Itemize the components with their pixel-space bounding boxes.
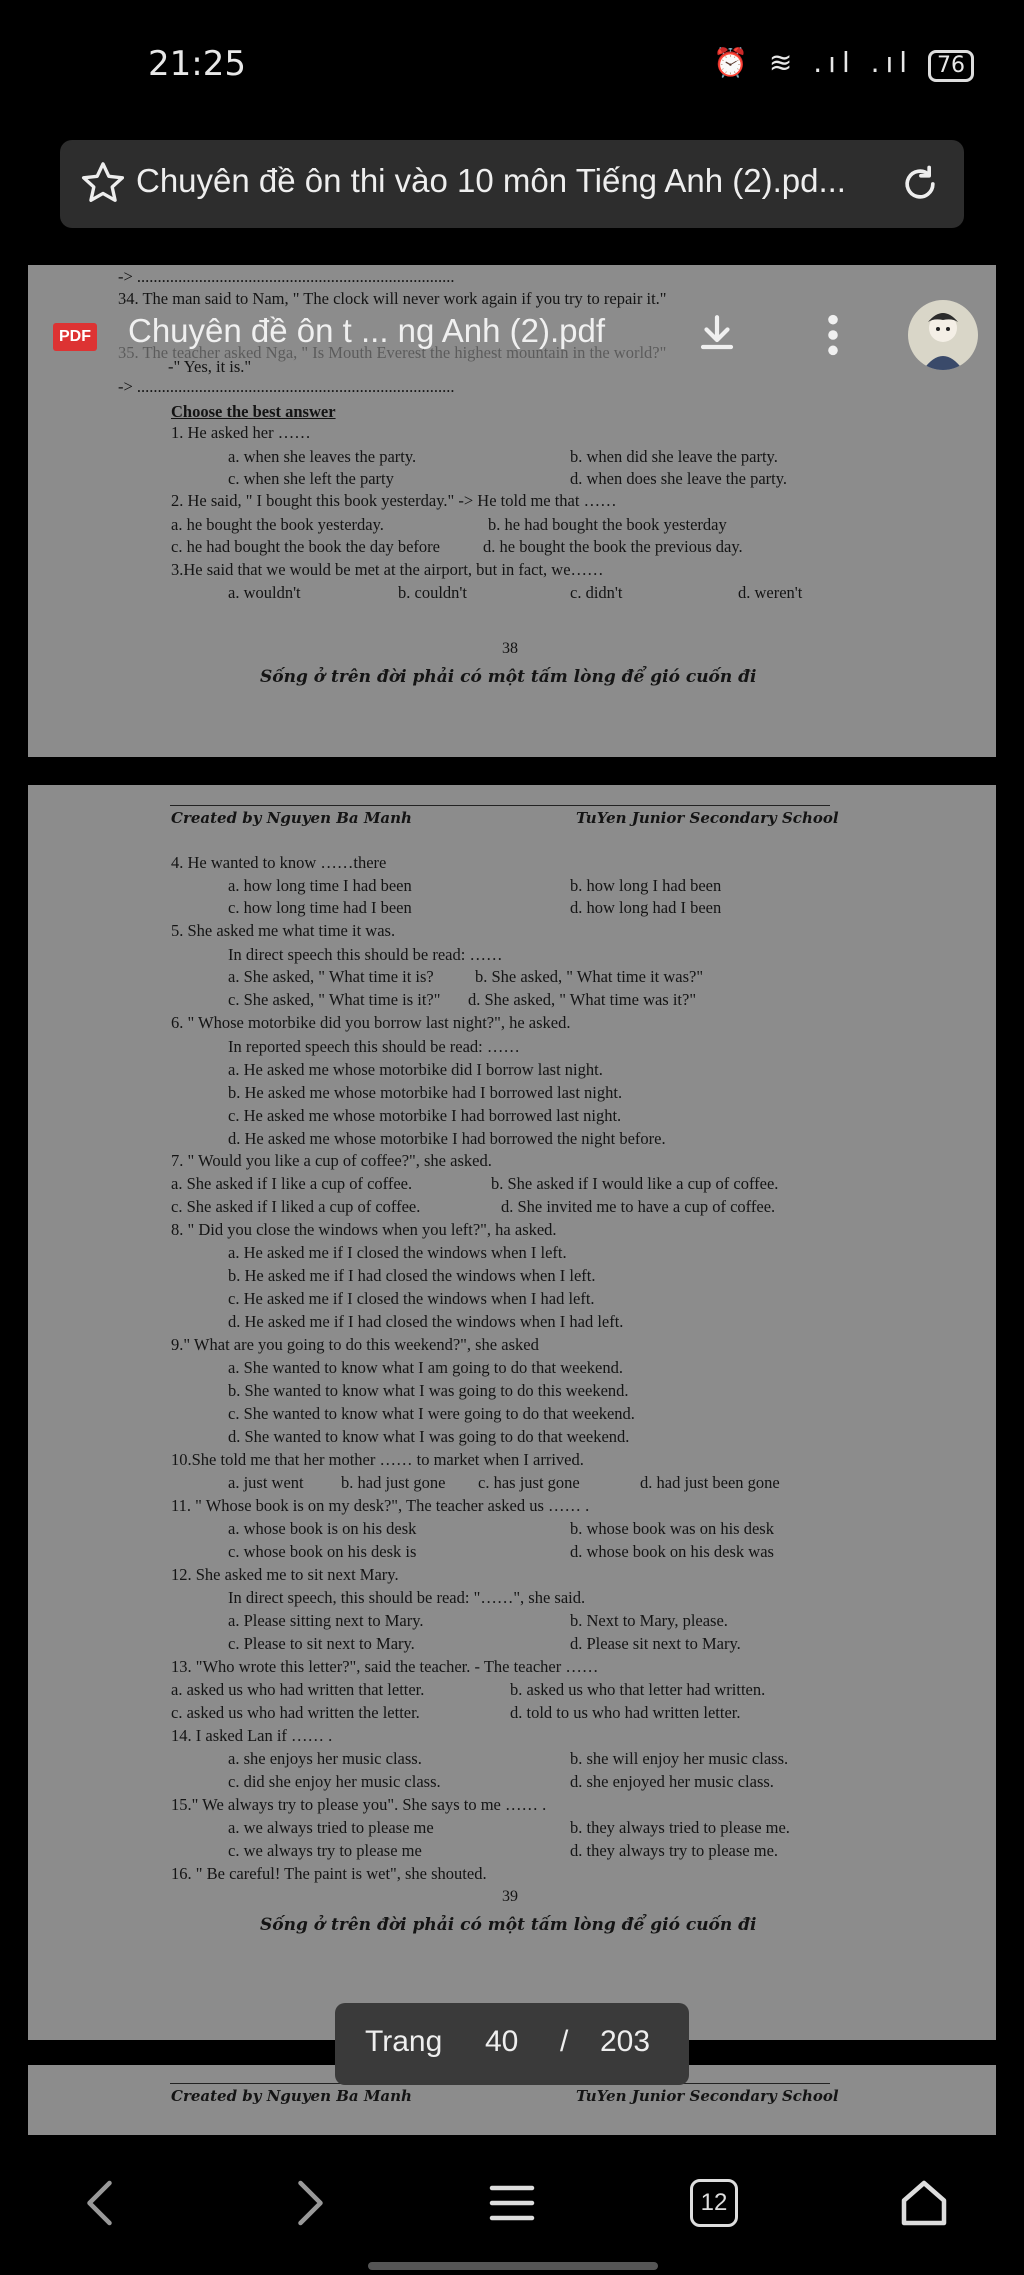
text-line: b. when did she leave the party. <box>570 447 778 466</box>
text-line: d. when does she leave the party. <box>570 469 788 488</box>
home-icon[interactable] <box>894 2173 954 2233</box>
header-rule <box>170 805 830 806</box>
download-icon[interactable] <box>696 312 738 354</box>
text-line: c. did she enjoy her music class. <box>228 1772 441 1791</box>
text-line: 12. She asked me to sit next Mary. <box>171 1565 399 1584</box>
text-line: a. She asked, " What time it is? <box>228 967 434 986</box>
text-line: d. how long had I been <box>570 898 722 917</box>
text-line: c. when she left the party <box>228 469 394 488</box>
page-header-right: TuYen Junior Secondary School <box>576 809 839 827</box>
status-bar <box>0 0 1024 130</box>
text-line: c. She asked if I liked a cup of coffee. <box>171 1197 421 1216</box>
text-line: d. whose book on his desk was <box>570 1542 774 1561</box>
text-line: In direct speech this should be read: …… <box>228 945 503 964</box>
text-line: In direct speech, this should be read: "……", she said. <box>228 1588 586 1607</box>
text-line: a. she enjoys her music class. <box>228 1749 422 1768</box>
text-line: c. She wanted to know what I were going to do that weekend. <box>228 1404 635 1423</box>
text-line: 2. He said, " I bought this book yesterday." -> He told me that …… <box>171 491 617 510</box>
text-line: d. had just been gone <box>640 1473 780 1492</box>
text-line: c. how long time had I been <box>228 898 412 917</box>
reload-icon[interactable] <box>898 162 942 206</box>
text-line: b. She asked, " What time it was?" <box>475 967 704 986</box>
text-line: b. had just gone <box>341 1473 446 1492</box>
text-line: 11. " Whose book is on my desk?", The teacher asked us …… . <box>171 1496 590 1515</box>
text-line: b. they always tried to please me. <box>570 1818 790 1837</box>
text-line: 8. " Did you close the windows when you left?", ha asked. <box>171 1220 557 1239</box>
text-line: 7. " Would you like a cup of coffee?", she asked. <box>171 1151 492 1170</box>
text-line: d. they always try to please me. <box>570 1841 779 1860</box>
text-line: b. Next to Mary, please. <box>570 1611 728 1630</box>
text-line: d. told to us who had written letter. <box>510 1703 741 1722</box>
text-line: a. whose book is on his desk <box>228 1519 417 1538</box>
current-page: 40 <box>485 2025 519 2058</box>
text-line: -> ............................................................................. <box>118 267 455 286</box>
status-icons <box>713 46 974 82</box>
pdf-page-39 <box>28 785 996 2135</box>
text-line: 1. He asked her …… <box>171 423 311 442</box>
text-line: c. She asked, " What time is it?" <box>228 990 441 1009</box>
more-options-icon[interactable] <box>823 312 843 358</box>
page-indicator <box>335 2003 689 2085</box>
text-line: b. whose book was on his desk <box>570 1519 774 1538</box>
page-header-left: Created by Nguyen Ba Manh <box>171 2087 412 2105</box>
star-icon[interactable] <box>78 158 128 208</box>
text-line: d. he bought the book the previous day. <box>483 537 743 556</box>
back-icon[interactable] <box>72 2173 132 2233</box>
browser-nav-bar <box>0 2135 1024 2275</box>
battery-icon: 76 <box>928 50 974 82</box>
gesture-bar[interactable] <box>368 2262 658 2270</box>
text-line: d. she enjoyed her music class. <box>570 1772 774 1791</box>
page-motto: Sống ở trên đời phải có một tấm lòng để gió cuốn đi <box>260 1915 757 1935</box>
text-line: d. He asked me if I had closed the windows when I had left. <box>228 1312 624 1331</box>
page-motto: Sống ở trên đời phải có một tấm lòng để gió cuốn đi <box>260 667 757 687</box>
text-line: 35. The teacher asked Nga, " Is Mouth Everest the highest mountain in the world?" <box>118 343 667 362</box>
page-separator: / <box>560 2025 569 2058</box>
page-header-left: Created by Nguyen Ba Manh <box>171 809 412 827</box>
text-line: c. he had bought the book the day before <box>171 537 440 556</box>
url-bar[interactable] <box>60 140 964 228</box>
text-line: c. whose book on his desk is <box>228 1542 417 1561</box>
text-line: b. She asked if I would like a cup of coffee. <box>491 1174 779 1193</box>
section-heading: Choose the best answer <box>171 402 336 421</box>
text-line: a. when she leaves the party. <box>228 447 417 466</box>
text-line: d. She wanted to know what I was going to do that weekend. <box>228 1427 630 1446</box>
pdf-filename: Chuyên đề ôn t ... ng Anh (2).pdf <box>128 312 605 349</box>
pdf-viewer-toolbar <box>28 290 996 378</box>
text-line: b. He asked me if I had closed the windows when I left. <box>228 1266 596 1285</box>
text-line: -" Yes, it is." <box>168 357 252 376</box>
text-line: 16. " Be careful! The paint is wet", she shouted. <box>171 1864 487 1883</box>
text-line: d. weren't <box>738 583 803 602</box>
text-line: In reported speech this should be read: …… <box>228 1037 520 1056</box>
text-line: 3.He said that we would be met at the airport, but in fact, we…… <box>171 560 604 579</box>
text-line: c. didn't <box>570 583 623 602</box>
text-line: a. He asked me whose motorbike did I borrow last night. <box>228 1060 603 1079</box>
text-line: 15." We always try to please you". She says to me …… . <box>171 1795 547 1814</box>
page-indicator-label: Trang <box>365 2025 443 2058</box>
text-line: b. She wanted to know what I was going to do this weekend. <box>228 1381 629 1400</box>
text-line: 10.She told me that her mother …… to market when I arrived. <box>171 1450 584 1469</box>
text-line: b. asked us who that letter had written. <box>510 1680 766 1699</box>
text-line: a. Please sitting next to Mary. <box>228 1611 424 1630</box>
text-line: a. we always tried to please me <box>228 1818 434 1837</box>
page-header-right: TuYen Junior Secondary School <box>576 2087 839 2105</box>
text-line: d. She asked, " What time was it?" <box>468 990 697 1009</box>
text-line: d. Please sit next to Mary. <box>570 1634 741 1653</box>
text-line: b. he had bought the book yesterday <box>488 515 727 534</box>
text-line: c. He asked me if I closed the windows when I had left. <box>228 1289 595 1308</box>
text-line: d. She invited me to have a cup of coffee. <box>501 1197 776 1216</box>
text-line: a. how long time I had been <box>228 876 412 895</box>
text-line: c. Please to sit next to Mary. <box>228 1634 415 1653</box>
avatar[interactable] <box>908 300 978 370</box>
status-indicators: ⏰ ≋ .ıl .ıl <box>713 46 914 79</box>
text-line: b. couldn't <box>398 583 467 602</box>
text-line: c. we always try to please me <box>228 1841 422 1860</box>
total-pages: 203 <box>600 2025 651 2058</box>
forward-icon[interactable] <box>278 2173 338 2233</box>
page-title[interactable]: Chuyên đề ôn thi vào 10 môn Tiếng Anh (2).pd... <box>136 162 846 199</box>
text-line: 4. He wanted to know ……there <box>171 853 387 872</box>
text-line: 13. "Who wrote this letter?", said the teacher. - The teacher …… <box>171 1657 599 1676</box>
text-line: a. She asked if I like a cup of coffee. <box>171 1174 413 1193</box>
text-line: -> ............................................................................. <box>118 377 455 396</box>
text-line: b. He asked me whose motorbike had I borrowed last night. <box>228 1083 623 1102</box>
text-line: c. asked us who had written the letter. <box>171 1703 420 1722</box>
status-time: 21:25 <box>148 44 246 84</box>
text-line: 6. " Whose motorbike did you borrow last night?", he asked. <box>171 1013 571 1032</box>
text-line: a. wouldn't <box>228 583 301 602</box>
text-line: a. He asked me if I closed the windows when I left. <box>228 1243 567 1262</box>
text-line: b. how long I had been <box>570 876 722 895</box>
text-line: b. she will enjoy her music class. <box>570 1749 789 1768</box>
text-line: a. She wanted to know what I am going to do that weekend. <box>228 1358 623 1377</box>
menu-icon[interactable] <box>482 2173 542 2233</box>
text-line: 5. She asked me what time it was. <box>171 921 396 940</box>
page-number: 39 <box>502 1888 518 1905</box>
text-line: c. has just gone <box>478 1473 580 1492</box>
text-line: d. He asked me whose motorbike I had borrowed the night before. <box>228 1129 666 1148</box>
pdf-icon: PDF <box>53 323 97 351</box>
text-line: c. He asked me whose motorbike I had borrowed last night. <box>228 1106 622 1125</box>
text-line: 14. I asked Lan if …… . <box>171 1726 333 1745</box>
page-number: 38 <box>502 640 518 657</box>
tabs-button[interactable]: 12 <box>690 2179 738 2227</box>
text-line: a. he bought the book yesterday. <box>171 515 384 534</box>
text-line: a. just went <box>228 1473 304 1492</box>
text-line: 9." What are you going to do this weekend?", she asked <box>171 1335 539 1354</box>
text-line: a. asked us who had written that letter. <box>171 1680 425 1699</box>
text-line: 34. The man said to Nam, " The clock will never work again if you try to repair it." <box>118 289 667 308</box>
